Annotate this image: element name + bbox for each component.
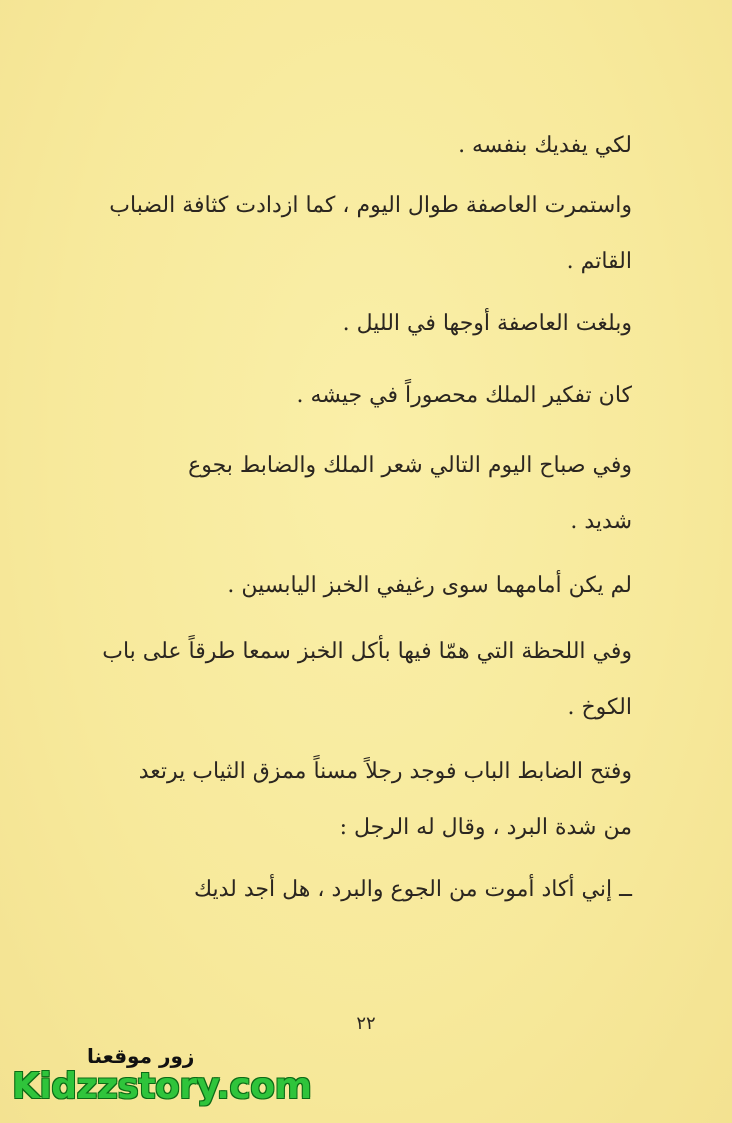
text-line: شديد . — [570, 509, 632, 534]
paragraph-6 — [60, 558, 632, 614]
text-line: من شدة البرد ، وقال له الرجل : — [339, 815, 632, 840]
paragraph-9 — [60, 862, 632, 918]
paragraph-1 — [60, 118, 632, 174]
paragraph-8 — [60, 744, 632, 856]
paragraph-7 — [60, 624, 632, 736]
paragraph-2 — [60, 178, 632, 290]
story-text — [60, 0, 632, 1123]
text-line: القاتم . — [566, 249, 632, 274]
paragraph-4 — [60, 368, 632, 424]
text-line: وفي اللحظة التي همّا فيها بأكل الخبز سمعا طرقاً على باب — [102, 639, 632, 664]
page-number: ٢٢ — [356, 1013, 376, 1034]
text-line: ــ إني أكاد أموت من الجوع والبرد ، هل أجد لديك — [193, 877, 632, 902]
watermark-site-logo: Kidzzstory.com — [12, 1066, 312, 1107]
text-line: الكوخ . — [567, 695, 632, 720]
text-line: وفتح الضابط الباب فوجد رجلاً مسناً ممزق الثياب يرتعد — [138, 759, 632, 784]
paragraph-3 — [60, 296, 632, 352]
site-watermark — [12, 1038, 312, 1118]
text-line: واستمرت العاصفة طوال اليوم ، كما ازدادت كثافة الضباب — [109, 193, 632, 218]
text-line: لم يكن أمامهما سوى رغيفي الخبز اليابسين . — [227, 573, 632, 598]
text-line: وفي صباح اليوم التالي شعر الملك والضابط بجوع — [188, 453, 632, 478]
text-line: وبلغت العاصفة أوجها في الليل . — [342, 311, 632, 336]
text-line: لكي يفديك بنفسه . — [458, 133, 632, 158]
text-line: كان تفكير الملك محصوراً في جيشه . — [296, 383, 632, 408]
watermark-arabic-text: زور موقعنا — [87, 1044, 195, 1068]
paragraph-5 — [60, 438, 632, 550]
